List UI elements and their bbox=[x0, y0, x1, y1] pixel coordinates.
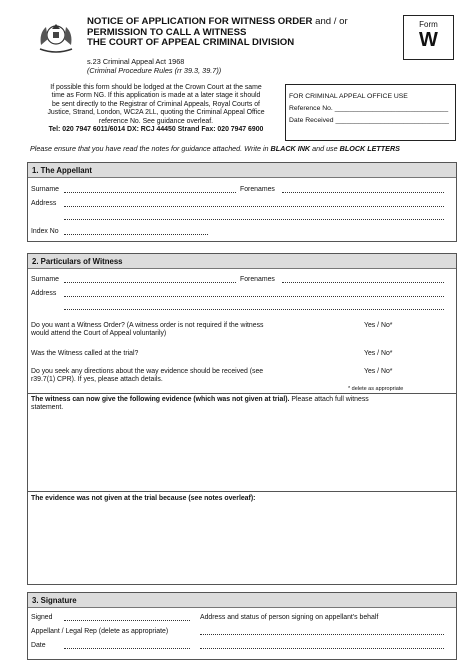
yes-no-witness-order[interactable]: Yes / No* bbox=[364, 322, 393, 329]
question-called-at-trial: Was the Witness called at the trial? bbox=[31, 350, 139, 357]
question-directions: Do you seek any directions about the way evidence should be received (see r39.7(1) CPR). If yes, please attach details. bbox=[31, 368, 264, 384]
form-subtitle: s.23 Criminal Appeal Act 1968 (Criminal Procedure Rules (rr 39.3, 39.7)) bbox=[87, 57, 222, 75]
evidence-label: The witness can now give the following evidence (which was not given at trial). Please attach full witness statement. bbox=[31, 396, 369, 412]
witness-surname-field[interactable] bbox=[64, 282, 236, 283]
form-title: NOTICE OF APPLICATION FOR WITNESS ORDER and / or PERMISSION TO CALL A WITNESS THE COURT OF APPEAL CRIMINAL DIVISION bbox=[87, 16, 348, 48]
label-address: Address bbox=[31, 200, 57, 207]
appellant-forenames-field[interactable] bbox=[282, 192, 444, 193]
section-heading: 1. The Appellant bbox=[28, 163, 456, 178]
address-status-field-2[interactable] bbox=[200, 648, 444, 649]
appellant-surname-field[interactable] bbox=[64, 192, 236, 193]
instructions-text: Please ensure that you have read the notes for guidance attached. Write in BLACK INK and use BLOCK LETTERS bbox=[30, 144, 400, 153]
label-index-no: Index No bbox=[31, 228, 59, 235]
section-signature bbox=[27, 592, 457, 660]
label-surname: Surname bbox=[31, 186, 59, 193]
section-appellant bbox=[27, 162, 457, 242]
yes-no-called-at-trial[interactable]: Yes / No* bbox=[364, 350, 393, 357]
appellant-address-field-2[interactable] bbox=[64, 219, 444, 220]
reason-label: The evidence was not given at the trial because (see notes overleaf): bbox=[31, 495, 256, 502]
witness-address-field-2[interactable] bbox=[64, 309, 444, 310]
label-surname: Surname bbox=[31, 276, 59, 283]
label-date: Date bbox=[31, 642, 46, 649]
witness-address-field[interactable] bbox=[64, 296, 444, 297]
section-heading: 3. Signature bbox=[28, 593, 456, 608]
label-address-status: Address and status of person signing on appellant's behalf bbox=[200, 614, 379, 621]
label-forenames: Forenames bbox=[240, 186, 275, 193]
delete-note: * delete as appropriate bbox=[348, 386, 404, 392]
appellant-index-field[interactable] bbox=[64, 234, 208, 235]
section-heading: 2. Particulars of Witness bbox=[28, 254, 456, 269]
witness-forenames-field[interactable] bbox=[282, 282, 444, 283]
intro-text: If possible this form should be lodged at the Crown Court at the same time as Form NG. If this application is made at a later stage it should be sent directly to the Registrar of Criminal Appeals, Royal Courts of Justice, Strand, London, WC2A 2LL, quoting the Criminal Appeal Office reference No. See guidance overleaf. Tel: 020 7947 6011/6014 DX: RCJ 44450 Strand Fax: 020 7947 6900 bbox=[47, 84, 265, 134]
role-field[interactable] bbox=[64, 648, 190, 649]
office-use-box: FOR CRIMINAL APPEAL OFFICE USE Reference No. ______________________________ Date Received ______________________________ bbox=[285, 84, 456, 141]
royal-crest-icon bbox=[35, 15, 77, 57]
label-signed: Signed bbox=[31, 614, 53, 621]
appellant-address-field[interactable] bbox=[64, 206, 444, 207]
question-witness-order: Do you want a Witness Order? (A witness order is not required if the witness would attend the Court of Appeal voluntarily) bbox=[31, 322, 264, 338]
signed-field[interactable] bbox=[64, 620, 190, 621]
reason-box[interactable] bbox=[27, 491, 457, 585]
label-address: Address bbox=[31, 290, 57, 297]
address-status-field[interactable] bbox=[200, 634, 444, 635]
label-role: Appellant / Legal Rep (delete as appropriate) bbox=[31, 628, 169, 635]
yes-no-directions[interactable]: Yes / No* bbox=[364, 368, 393, 375]
form-id-box: Form W bbox=[403, 15, 454, 60]
label-forenames: Forenames bbox=[240, 276, 275, 283]
